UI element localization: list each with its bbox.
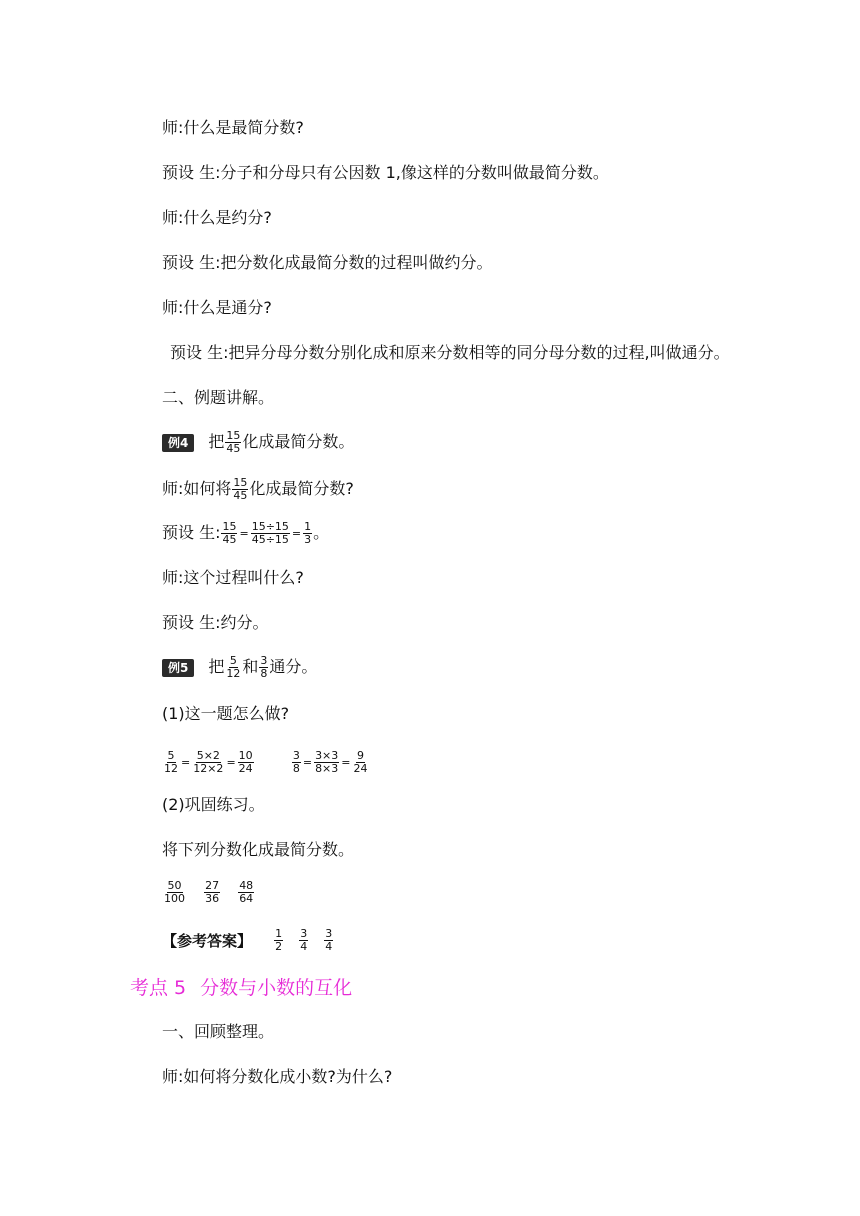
calc-group-a: $\frac{5}{12}$ = $\frac{5\times 2}{12\times 2}$ = $\frac{10}{24}$ bbox=[164, 749, 253, 775]
example-4 bbox=[162, 429, 354, 455]
example-tag: 例5 bbox=[162, 659, 194, 677]
line-teacher-q3: 师:什么是通分? bbox=[162, 298, 272, 317]
section-heading bbox=[130, 973, 352, 1000]
answer-key bbox=[162, 928, 343, 953]
example-4-post: 化成最简分数。 bbox=[242, 432, 355, 451]
fraction: $\frac{15\div 15}{45\div 15}$ bbox=[251, 520, 289, 546]
fraction: $\frac{9}{24}$ bbox=[353, 749, 368, 775]
line-teacher-q2: 师:什么是约分? bbox=[162, 208, 272, 227]
example-5: 例5 把 $\frac{5}{12}$ 和 $\frac{3}{8}$ 通分。 bbox=[162, 654, 317, 680]
fraction: $\frac{3}{8}$ bbox=[292, 749, 300, 775]
fraction: $\frac{50}{100}$ bbox=[164, 879, 185, 905]
calc-group-b: $\frac{3}{8}$ = $\frac{3\times 3}{8\times 3}$ = $\frac{9}{24}$ bbox=[292, 749, 368, 775]
fraction: $\frac{1}{2}$ bbox=[275, 927, 283, 953]
fraction: $\frac{15}{45}$ bbox=[226, 429, 241, 455]
teacher-question-4: 师:如何将 $\frac{15}{45}$ 化成最简分数? bbox=[162, 476, 354, 502]
line-instruction: 将下列分数化成最简分数。 bbox=[162, 840, 355, 859]
fraction: $\frac{3}{8}$ bbox=[260, 654, 268, 680]
fraction: $\frac{5}{12}$ bbox=[164, 749, 178, 775]
section-prefix: 考点 5 bbox=[130, 977, 187, 999]
example-4-pre: 把 bbox=[208, 432, 225, 451]
fraction: $\frac{48}{64}$ bbox=[239, 879, 254, 905]
line-teacher-q5: 师:这个过程叫什么? bbox=[162, 568, 304, 587]
fraction: $\frac{5\times 2}{12\times 2}$ bbox=[193, 749, 224, 775]
line-student-a2: 预设 生:把分数化成最简分数的过程叫做约分。 bbox=[162, 253, 493, 272]
fraction: $\frac{15}{45}$ bbox=[233, 476, 248, 502]
example-tag: 例4 bbox=[162, 434, 194, 452]
fraction: $\frac{10}{24}$ bbox=[238, 749, 253, 775]
line-student-a5: 预设 生:约分。 bbox=[162, 613, 269, 632]
line-practice: (2)巩固练习。 bbox=[162, 795, 265, 814]
line-student-a3: 预设 生:把异分母分数分别化成和原来分数相等的同分母分数的过程,叫做通分。 bbox=[170, 343, 730, 362]
line-teacher-q6: 师:如何将分数化成小数?为什么? bbox=[162, 1067, 393, 1086]
section-title: 分数与小数的互化 bbox=[200, 977, 353, 999]
fraction: $\frac{1}{3}$ bbox=[304, 520, 312, 546]
fraction: $\frac{5}{12}$ bbox=[226, 654, 241, 680]
student-answer-4: 预设 生: $\frac{15}{45}$ = $\frac{15\div 15}{45\div 15}$ = $\frac{1}{3}$ 。 bbox=[162, 520, 330, 546]
fraction: $\frac{27}{36}$ bbox=[205, 879, 220, 905]
line-student-a1: 预设 生:分子和分母只有公因数 1,像这样的分数叫做最简分数。 bbox=[162, 163, 609, 182]
practice-fractions bbox=[162, 880, 255, 905]
answer-key-label: 【参考答案】 bbox=[162, 932, 253, 950]
fraction: $\frac{3}{4}$ bbox=[325, 927, 333, 953]
line-section-examples: 二、例题讲解。 bbox=[162, 388, 275, 407]
fraction: $\frac{3}{4}$ bbox=[300, 927, 308, 953]
line-review: 一、回顾整理。 bbox=[162, 1022, 275, 1041]
fraction: $\frac{15}{45}$ bbox=[222, 520, 237, 546]
fraction: $\frac{3\times 3}{8\times 3}$ bbox=[315, 749, 339, 775]
line-teacher-q1: 师:什么是最简分数? bbox=[162, 118, 304, 137]
calc-row-5 bbox=[162, 744, 370, 775]
line-how-to: (1)这一题怎么做? bbox=[162, 704, 290, 723]
